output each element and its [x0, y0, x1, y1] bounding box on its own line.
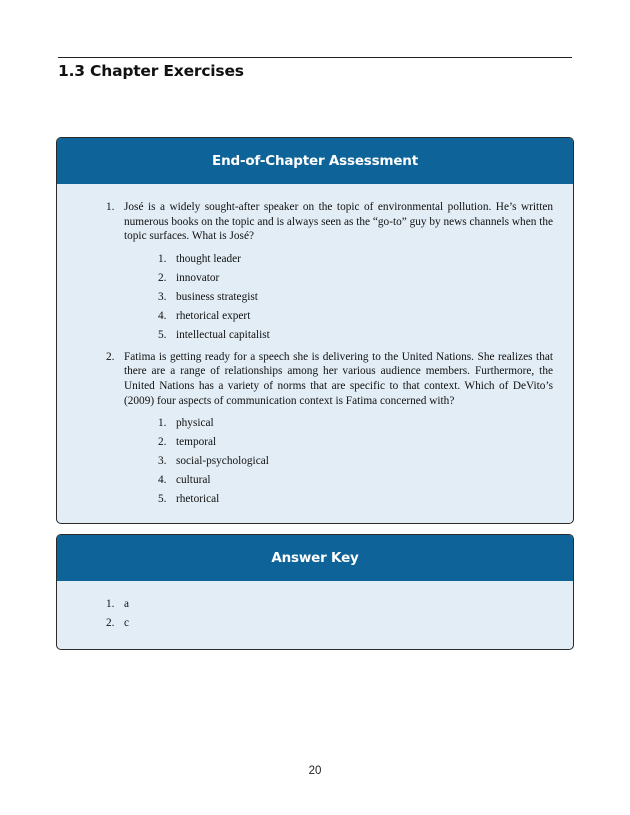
option-item	[158, 454, 553, 473]
option-list	[158, 252, 553, 347]
option-number: 5.	[158, 493, 167, 506]
option-text: physical	[176, 417, 214, 430]
option-number: 5.	[158, 328, 167, 341]
question-number: 2.	[106, 350, 115, 363]
option-item	[158, 309, 553, 328]
option-text: thought leader	[176, 252, 241, 265]
option-number: 4.	[158, 309, 167, 322]
option-number: 3.	[158, 290, 167, 303]
option-text: temporal	[176, 436, 217, 449]
option-item	[158, 435, 553, 454]
option-item	[158, 271, 553, 290]
option-number: 4.	[158, 474, 167, 487]
option-item	[158, 290, 553, 309]
option-list	[158, 416, 553, 511]
question-text: José is a widely sought-after speaker on the topic of environmental pollution. He’s written numerous books on the topic and is always seen as the “go-to” guy by news channels when the topic surfaces. What is José?	[124, 201, 553, 243]
option-text: rhetorical	[176, 493, 220, 506]
option-number: 1.	[158, 252, 167, 265]
answer-key-box	[56, 534, 574, 650]
option-text: rhetorical expert	[176, 309, 251, 322]
answer-text: c	[124, 617, 130, 629]
answer-item	[106, 614, 573, 633]
option-item	[158, 473, 553, 492]
option-item	[158, 252, 553, 271]
option-item	[158, 492, 553, 511]
question-list	[57, 200, 573, 511]
answer-key-header: Answer Key	[57, 535, 573, 581]
option-text: innovator	[176, 271, 220, 284]
answer-text: a	[124, 598, 130, 610]
option-text: intellectual capitalist	[176, 328, 270, 341]
option-item	[158, 328, 553, 347]
answer-number: 2.	[106, 617, 115, 629]
option-text: business strategist	[176, 290, 258, 303]
option-item	[158, 416, 553, 435]
assessment-box	[56, 137, 574, 524]
page-number: 20	[308, 765, 322, 777]
top-rule	[58, 57, 572, 58]
question-number: 1.	[106, 201, 115, 213]
answer-item	[106, 595, 573, 614]
assessment-header: End-of-Chapter Assessment	[57, 138, 573, 184]
question-2	[106, 350, 553, 511]
question-text: Fatima is getting ready for a speech she is delivering to the United Nations. She realizes that there are a range of relationships among her various audience members. Furthermore, the United Nations has a variety of norms that are specific to that context. Which of DeVito’s (2009) four aspects of communication context is Fatima concerned with?	[124, 350, 553, 407]
section-title: 1.3 Chapter Exercises	[58, 62, 244, 80]
option-text: social-psychological	[176, 455, 269, 468]
option-number: 2.	[158, 271, 167, 284]
question-1	[106, 200, 553, 347]
option-number: 3.	[158, 455, 167, 468]
option-text: cultural	[176, 474, 211, 487]
answer-number: 1.	[106, 598, 115, 610]
answer-list	[57, 595, 573, 633]
option-number: 2.	[158, 436, 167, 449]
option-number: 1.	[158, 417, 167, 430]
